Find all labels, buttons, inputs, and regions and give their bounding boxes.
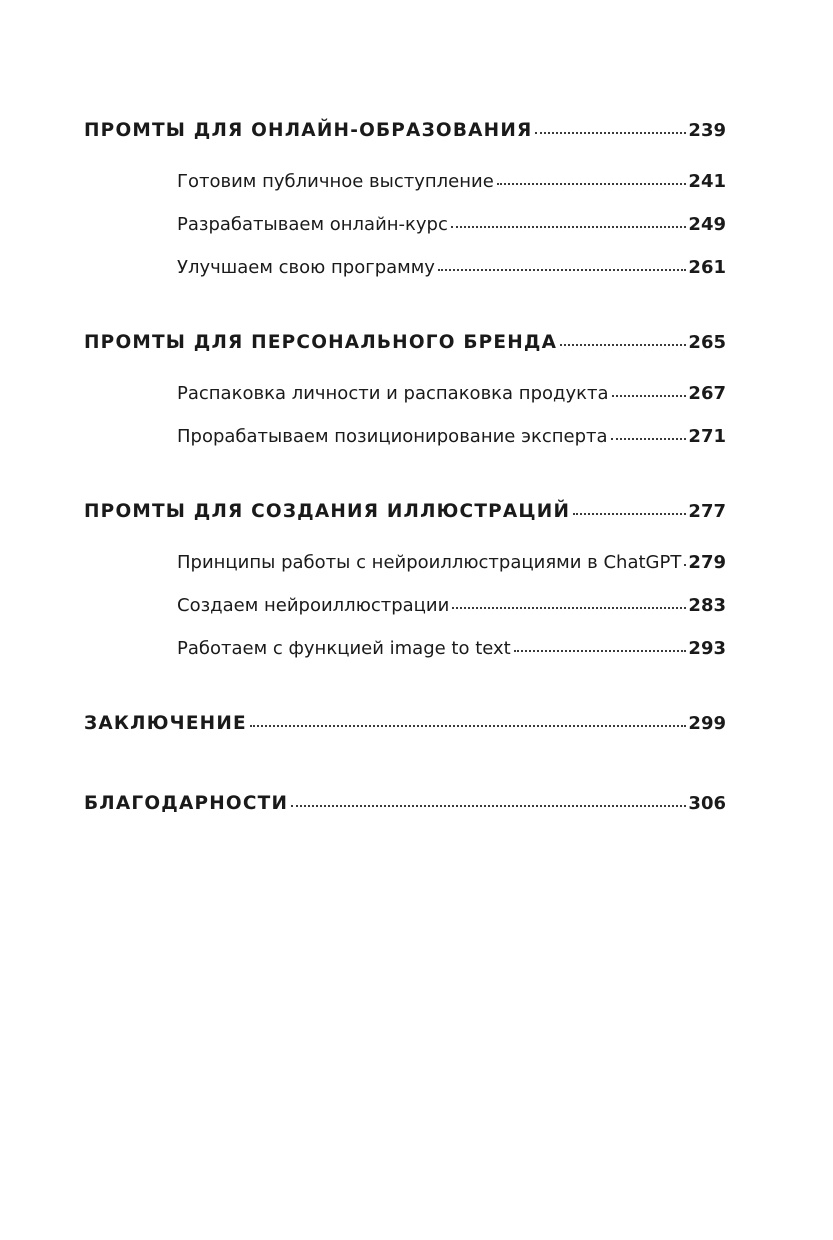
- toc-entry-title: Распаковка личности и распаковка продукта: [177, 383, 609, 404]
- toc-entry-page: 271: [688, 426, 726, 447]
- dot-leader: [451, 226, 687, 228]
- dot-leader: [291, 805, 686, 807]
- toc-section-image-to-text[interactable]: [177, 636, 726, 662]
- dot-leader: [612, 395, 687, 397]
- toc-section-public-speech[interactable]: [177, 169, 726, 195]
- toc-section-unpacking[interactable]: [177, 381, 726, 407]
- toc-section-neuro-principles[interactable]: [177, 550, 726, 576]
- dot-leader: [250, 725, 687, 727]
- toc-entry-title: ПРОМТЫ ДЛЯ СОЗДАНИЯ ИЛЛЮСТРАЦИЙ: [84, 501, 571, 522]
- dot-leader: [497, 183, 687, 185]
- dot-leader: [560, 344, 686, 346]
- toc-entry-title: Работаем с функцией image to text: [177, 638, 511, 659]
- toc-entry-title: Улучшаем свою программу: [177, 257, 435, 278]
- dot-leader: [684, 564, 686, 566]
- toc-chapter-illustrations[interactable]: [84, 499, 726, 525]
- table-of-contents: [84, 118, 726, 817]
- dot-leader: [514, 650, 687, 652]
- toc-entry-title: ЗАКЛЮЧЕНИЕ: [84, 713, 247, 734]
- toc-chapter-acknowledgements[interactable]: [84, 791, 726, 817]
- dot-leader: [452, 607, 686, 609]
- toc-entry-title: Готовим публичное выступление: [177, 171, 494, 192]
- toc-entry-title: Разрабатываем онлайн-курс: [177, 214, 448, 235]
- toc-entry-page: 267: [688, 383, 726, 404]
- toc-section-create-neuro[interactable]: [177, 593, 726, 619]
- toc-entry-page: 283: [688, 595, 726, 616]
- toc-section-positioning[interactable]: [177, 424, 726, 450]
- toc-entry-page: 239: [688, 120, 726, 141]
- toc-entry-page: 299: [688, 713, 726, 734]
- toc-entry-title: БЛАГОДАРНОСТИ: [84, 793, 289, 814]
- dot-leader: [611, 438, 687, 440]
- toc-entry-title: Создаем нейроиллюстрации: [177, 595, 450, 616]
- dot-leader: [573, 513, 686, 515]
- toc-entry-title: ПРОМТЫ ДЛЯ ОНЛАЙН-ОБРАЗОВАНИЯ: [84, 120, 533, 141]
- dot-leader: [535, 132, 686, 134]
- toc-chapter-conclusion[interactable]: [84, 711, 726, 737]
- toc-entry-title: Прорабатываем позиционирование эксперта: [177, 426, 608, 447]
- toc-entry-page: 279: [688, 552, 726, 573]
- toc-entry-page: 306: [688, 793, 726, 814]
- toc-entry-title: ПРОМТЫ ДЛЯ ПЕРСОНАЛЬНОГО БРЕНДА: [84, 332, 558, 353]
- toc-chapter-personal-brand[interactable]: [84, 330, 726, 356]
- toc-entry-page: 249: [688, 214, 726, 235]
- toc-chapter-online-education[interactable]: [84, 118, 726, 144]
- toc-entry-title: Принципы работы с нейроиллюстрациями в ChatGPT: [177, 552, 682, 573]
- toc-entry-page: 265: [688, 332, 726, 353]
- toc-entry-page: 293: [688, 638, 726, 659]
- toc-section-online-course[interactable]: [177, 212, 726, 238]
- toc-entry-page: 241: [688, 171, 726, 192]
- toc-section-improve-program[interactable]: [177, 255, 726, 281]
- toc-entry-page: 261: [688, 257, 726, 278]
- toc-entry-page: 277: [688, 501, 726, 522]
- dot-leader: [438, 269, 686, 271]
